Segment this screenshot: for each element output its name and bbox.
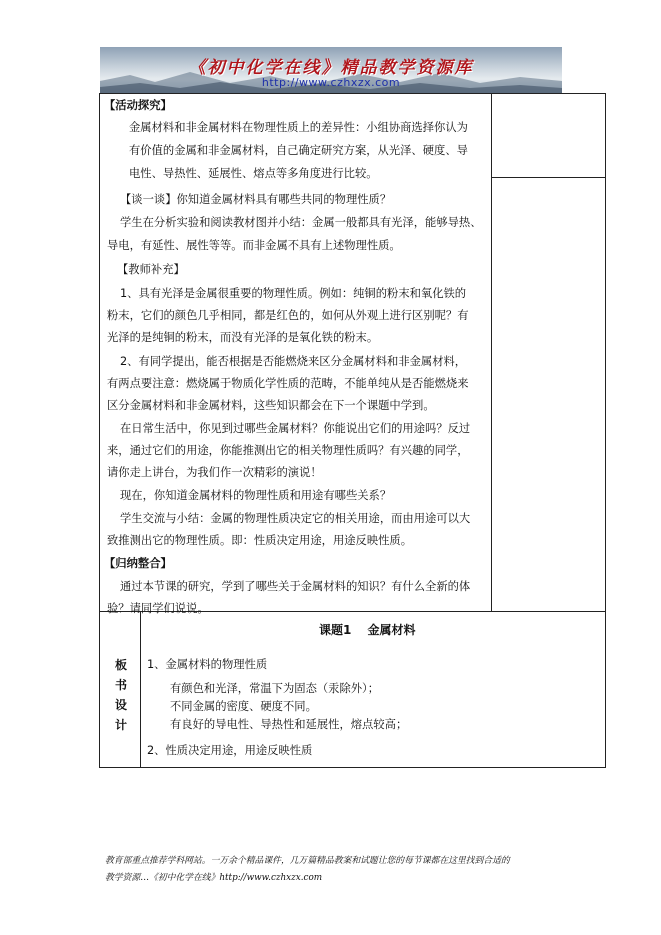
activity-line: 金属材料和非金属材料在物理性质上的差异性：小组协商选择你认为 — [129, 121, 468, 134]
paragraph-line: 现在，你知道金属材料的物理性质和用途有哪些关系？ — [120, 489, 392, 502]
summary-line: 通过本节课的研究，学到了哪些关于金属材料的知识？有什么全新的体 — [120, 580, 471, 593]
footer-line: 教育部重点推荐学科网站。一万余个精品课件，几万篇精品教案和试题让您的每节课都在这里找到合适的 — [105, 856, 510, 866]
table-border-bottom — [99, 767, 606, 768]
column-divider-board — [140, 611, 141, 768]
site-banner — [100, 47, 562, 93]
paragraph-line: 有两点要注意：燃烧属于物质化学性质的范畴，不能单纯从是否能燃烧来 — [107, 377, 469, 390]
paragraph-line: 导电，有延性、展性等等。而非金属不具有上述物理性质。 — [107, 239, 401, 252]
paragraph-line: 1、具有光泽是金属很重要的物理性质。例如：纯铜的粉末和氧化铁的 — [120, 287, 467, 300]
paragraph-line: 请你走上讲台，为我们作一次精彩的演说！ — [107, 466, 322, 479]
board-label-char: 计 — [114, 718, 127, 732]
right-column-row-divider — [491, 177, 605, 178]
paragraph-line: 光泽的是纯铜的粉末，而没有光泽的是氧化铁的粉末。 — [107, 331, 379, 344]
board-label-char: 书 — [114, 678, 127, 692]
discussion-prompt: 【谈一谈】你知道金属材料具有哪些共同的物理性质？ — [120, 193, 392, 206]
activity-line: 电性、导热性、延展性、熔点等多角度进行比较。 — [129, 167, 378, 180]
board-label-char: 板 — [114, 658, 127, 672]
summary-heading: 【归纳整合】 — [104, 557, 172, 570]
paragraph-line: 粉末，它们的颜色几乎相同，都是红色的，如何从外观上进行区别呢？有 — [107, 309, 469, 322]
paragraph-line: 学生交流与小结：金属的物理性质决定它的相关用途，而由用途可以大 — [120, 512, 471, 525]
summary-line: 验？请同学们说说。 — [107, 602, 209, 615]
banner-title: 《初中化学在线》精品教学资源库 — [188, 58, 474, 78]
board-item: 1、金属材料的物理性质 — [147, 658, 268, 671]
table-border-top — [99, 93, 606, 94]
activity-heading: 【活动探究】 — [104, 99, 172, 112]
table-border-right — [605, 93, 606, 768]
column-divider-right — [491, 93, 492, 611]
board-label-char: 设 — [114, 698, 127, 712]
paragraph-line: 致推测出它的物理性质。即：性质决定用途，用途反映性质。 — [107, 534, 413, 547]
banner-url[interactable]: http://www.czhxzx.com — [261, 76, 401, 89]
board-item: 有颜色和光泽，常温下为固态（汞除外）； — [170, 682, 379, 695]
activity-line: 有价值的金属和非金属材料，自己确定研究方案，从光泽、硬度、导 — [129, 144, 468, 157]
paragraph-line: 在日常生活中，你见到过哪些金属材料？你能说出它们的用途吗？反过 — [120, 422, 471, 435]
footer-line[interactable]: 教学资源…《初中化学在线》http://www.czhxzx.com — [105, 873, 323, 883]
board-design-label — [113, 655, 129, 735]
paragraph-line: 学生在分析实验和阅读教材图并小结：金属一般都具有光泽，能够导热、 — [120, 216, 482, 229]
board-item: 2、性质决定用途，用途反映性质 — [147, 744, 313, 757]
paragraph-line: 来，通过它们的用途，你能推测出它的相关物理性质吗？有兴趣的同学， — [107, 444, 469, 457]
teacher-note-heading: 【教师补充】 — [117, 263, 185, 276]
table-border-left — [99, 93, 100, 768]
paragraph-line: 2、有同学提出，能否根据是否能燃烧来区分金属材料和非金属材料， — [120, 355, 467, 368]
board-title: 课题1 金属材料 — [319, 623, 416, 637]
paragraph-line: 区分金属材料和非金属材料，这些知识都会在下一个课题中学到。 — [107, 399, 435, 412]
board-item: 有良好的导电性、导热性和延展性，熔点较高； — [170, 718, 408, 731]
board-item: 不同金属的密度、硬度不同。 — [170, 700, 317, 713]
